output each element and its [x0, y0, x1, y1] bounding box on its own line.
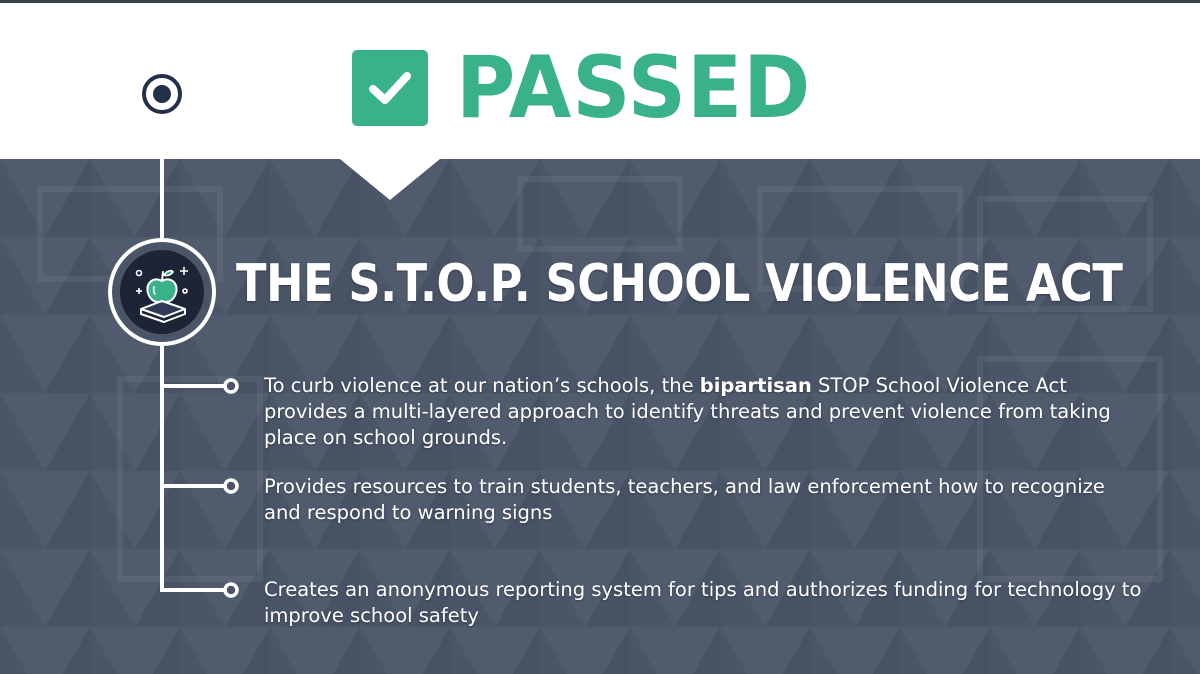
passed-label: PASSED: [456, 38, 812, 138]
apple-on-books-icon: [127, 257, 197, 327]
bullet-3: Creates an anonymous reporting system for tips and authorizes funding for technology to improve school safety: [264, 578, 1142, 627]
bullet-2: Provides resources to train students, teachers, and law enforcement how to recognize and respond to warning signs: [264, 475, 1105, 524]
bullet-1-text-start: To curb violence at our nation’s schools, the: [264, 374, 700, 397]
emblem: [108, 238, 216, 346]
bullet-node-3: [225, 584, 237, 596]
bullet-1-bold-text: bipartisan: [699, 374, 812, 397]
bullet-1: [264, 373, 1144, 451]
start-node: [144, 76, 180, 112]
emblem-badge: [120, 250, 204, 334]
bullet-1-text-end: STOP School Violence Act provides a multi-layered approach to identify threats and prevent violence from taking place on school grounds.: [264, 374, 1111, 449]
page-title: THE S.T.O.P. SCHOOL VIOLENCE ACT: [236, 254, 1123, 314]
bullet-node-2: [225, 480, 237, 492]
bullet-node-1: [225, 380, 237, 392]
